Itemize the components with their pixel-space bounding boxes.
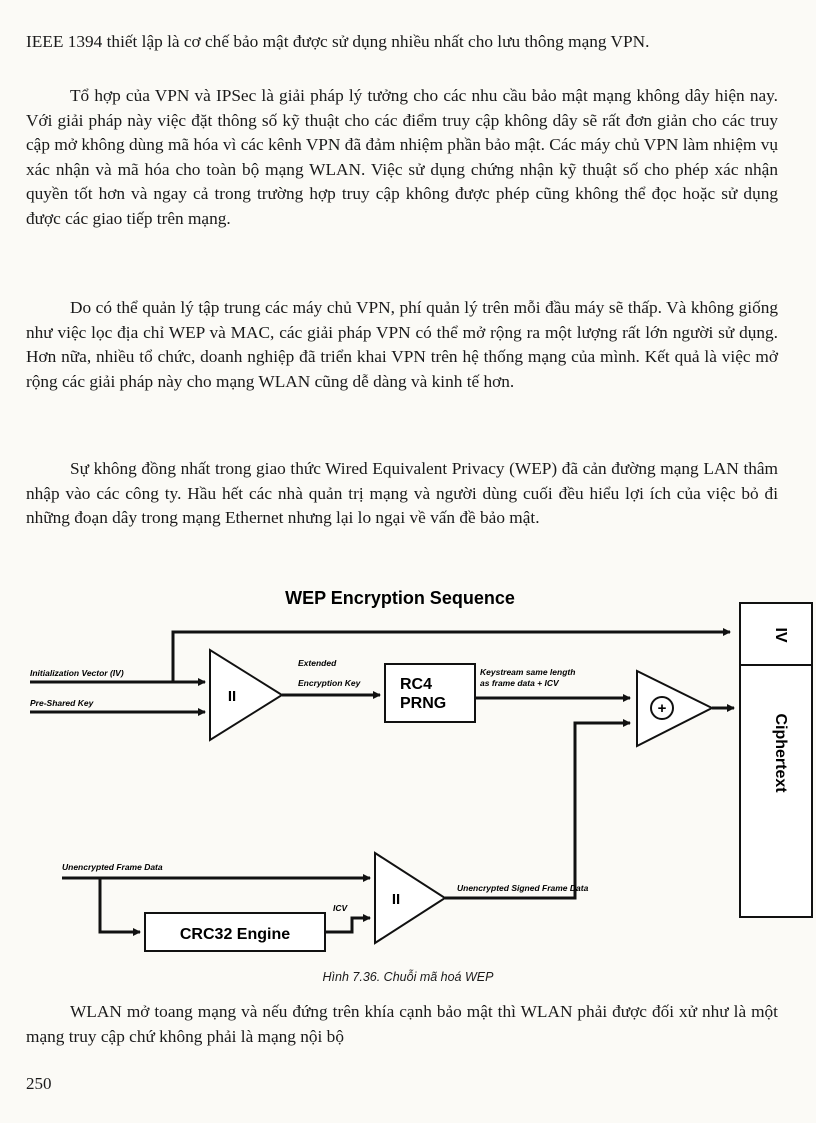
concat-symbol-1: II xyxy=(227,688,237,705)
paragraph-3: Do có thể quản lý tập trung các máy chủ VPN, phí quản lý trên mỗi đầu máy sẽ thấp. Và không giống như việc lọc địa chỉ WEP và MAC, các giải pháp VPN có thể mở rộng ra một lượng rất lớn người sử dụng. Hơn nữa, nhiều tổ chức, doanh nghiệp đã triển khai VPN trên hệ thống mạng của mình. Kết quả là việc mở rộng các giải pháp này cho mạng WLAN cũng dễ dàng và kinh tế hơn. xyxy=(26,298,778,391)
diagram-title: WEP Encryption Sequence xyxy=(285,588,515,608)
keystream-label-2: as frame data + ICV xyxy=(480,678,559,688)
output-iv-label: IV xyxy=(772,627,789,643)
wep-encryption-diagram xyxy=(0,578,816,970)
keystream-label-1: Keystream same length xyxy=(480,667,576,677)
frame-to-crc-line xyxy=(100,878,140,932)
concat-triangle-1 xyxy=(210,650,282,740)
key-input-label: Pre-Shared Key xyxy=(30,698,94,708)
extended-key-label-2: Encryption Key xyxy=(298,678,361,688)
paragraph-5: WLAN mở toang mạng và nếu đứng trên khía cạnh bảo mật thì WLAN phải được đối xử như là một mạng truy cập chứ không phải là mạng nội bộ xyxy=(26,1002,778,1046)
paragraph-2: Tổ hợp của VPN và IPSec là giải pháp lý tưởng cho các nhu cầu bảo mật mạng không dây hiện nay. Với giải pháp này việc đặt thông số kỹ thuật cho các điểm truy cập không dây sẽ rất đơn giản cho các truy cập mở không dùng mã hóa vì các kênh VPN đã đảm nhiệm phần bảo mật. Các máy chủ VPN làm nhiệm vụ xác nhận và mã hóa cho toàn bộ mạng WLAN. Việc sử dụng chứng nhận kỹ thuật số cho phép xác nhận quyền tốt hơn và ngay cả trong trường hợp truy cập không được phép cũng không thể đọc hoặc sử dụng được các giao tiếp trên mạng. xyxy=(26,86,778,228)
concat-triangle-2 xyxy=(375,853,445,943)
xor-triangle xyxy=(637,671,712,746)
xor-symbol: + xyxy=(657,700,667,717)
figure-caption: Hình 7.36. Chuỗi mã hoá WEP xyxy=(322,970,494,984)
concat-symbol-2: II xyxy=(391,891,401,908)
rc4-prng-block xyxy=(385,664,475,722)
paragraph-1: IEEE 1394 thiết lập là cơ chế bảo mật được sử dụng nhiều nhất cho lưu thông mạng VPN. xyxy=(26,32,650,51)
extended-key-label-1: Extended xyxy=(298,658,337,668)
frame-input-label: Unencrypted Frame Data xyxy=(62,862,163,872)
iv-input-label: Initialization Vector (IV) xyxy=(30,668,124,678)
crc32-engine-label: CRC32 Engine xyxy=(179,926,291,943)
signed-frame-label: Unencrypted Signed Frame Data xyxy=(457,883,589,893)
signed-frame-line xyxy=(445,723,630,898)
rc4-label: RC4 xyxy=(400,676,433,693)
icv-label: ICV xyxy=(333,903,348,913)
page-number: 250 xyxy=(26,1074,52,1093)
paragraph-4: Sự không đồng nhất trong giao thức Wired Equivalent Privacy (WEP) đã cản đường mạng LAN thâm nhập vào các công ty. Hầu hết các nhà quản trị mạng và người dùng cuối đều hiểu lợi ích của việc bỏ đi những đoạn dây trong mạng Ethernet nhưng lại lo ngại về vấn đề bảo mật. xyxy=(26,459,778,528)
icv-line xyxy=(325,918,370,932)
prng-label: PRNG xyxy=(400,695,447,712)
output-ciphertext-label: Ciphertext xyxy=(772,713,789,793)
